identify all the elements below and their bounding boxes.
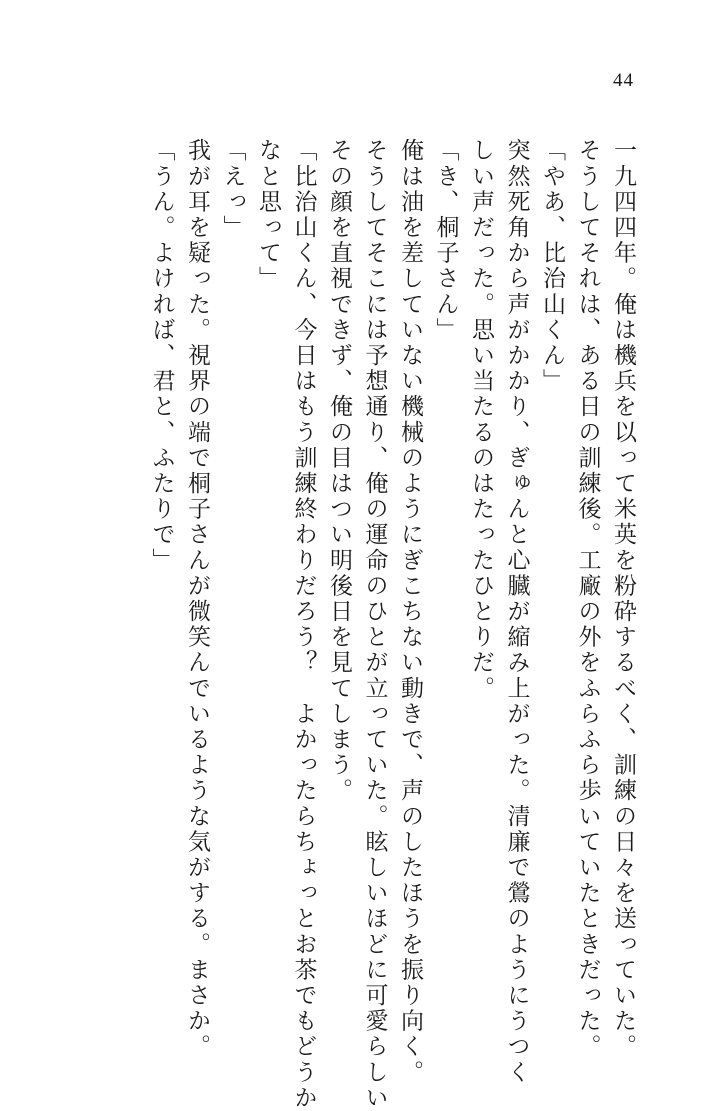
body-text [143, 138, 640, 1111]
text-line: しい声だった。思い当たるのはたったひとりだ。 [468, 138, 494, 702]
text-line: そうしてそれは、ある日の訓練後。工廠の外をふらふら歩いていたときだった。 [574, 138, 601, 1060]
text-line: なと思って」 [255, 138, 281, 292]
text-line: 突然死角から声がかかり、ぎゅんと心臓が縮み上がった。清廉で鶯のようにうつく [503, 138, 530, 1086]
text-line: 一九四四年。俺は機兵を以って米英を粉砕するべく、訓練の日々を送っていた。 [610, 138, 636, 1060]
text-line: 「き、桐子さん」 [432, 138, 459, 343]
text-line: 「やあ、比治山くん」 [539, 138, 565, 394]
text-line: 「うん。よければ、君と、ふたりで」 [148, 138, 175, 574]
text-line: その顔を直視できず、俺の目はつい明後日を見てしまう。 [326, 138, 352, 804]
text-line: 俺は油を差していない機械のようにぎこちない動きで、声のしたほうを振り向く。 [397, 138, 423, 1086]
text-line: 「比治山くん、今日はもう訓練終わりだろう？ よかったらちょっとお茶でもどうか [290, 138, 317, 1111]
text-line: 我が耳を疑った。視界の端で桐子さんが微笑んでいるような気がする。まさか。 [184, 138, 210, 1060]
text-line: 「えっ」 [219, 138, 246, 241]
page-number: 44 [613, 70, 634, 91]
text-line: そうしてそこには予想通り、俺の運命のひとが立っていた。眩しいほどに可愛らしい [361, 138, 388, 1111]
